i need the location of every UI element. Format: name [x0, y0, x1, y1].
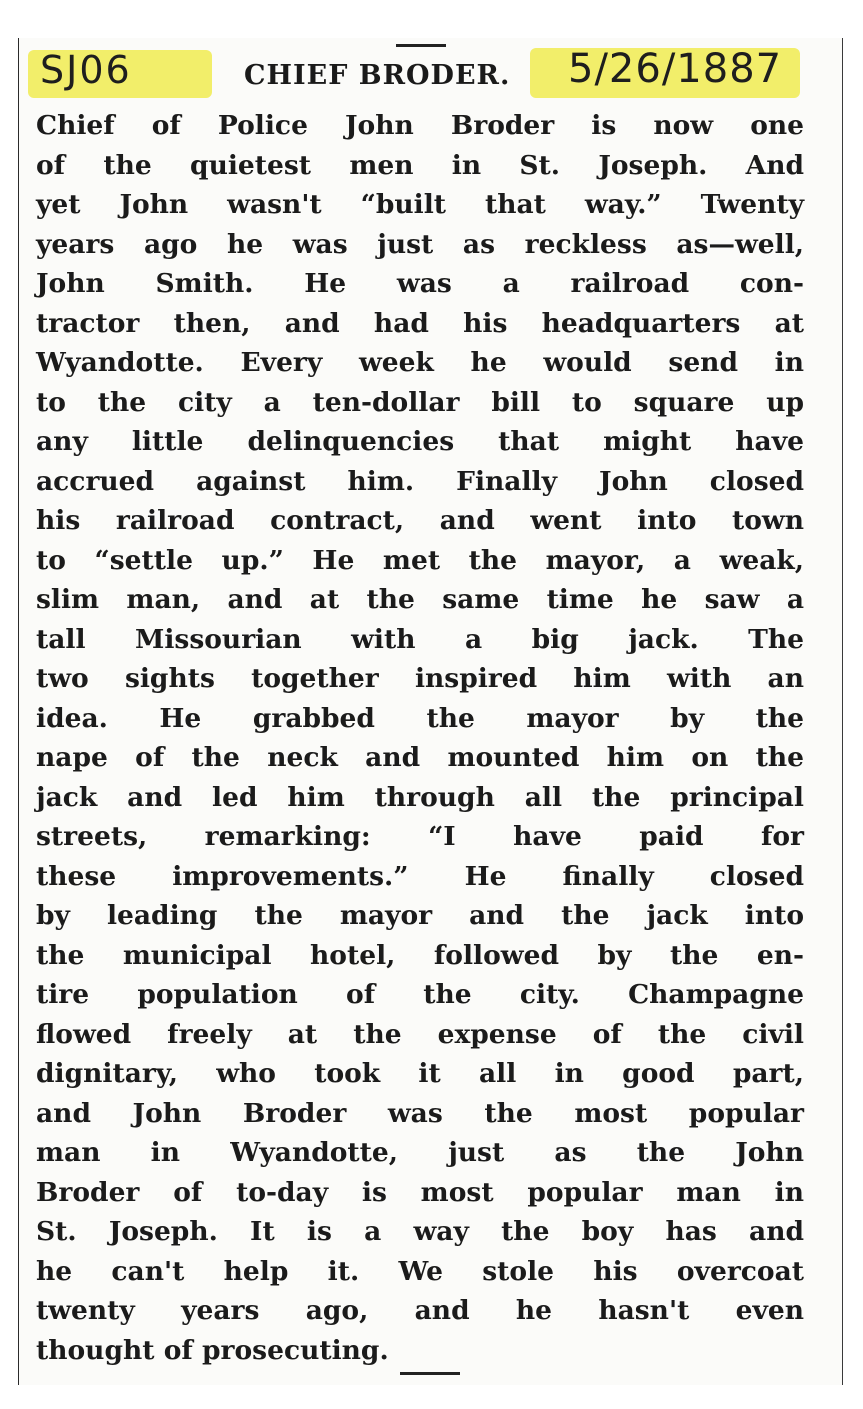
headline: CHIEF BRODER. [244, 60, 511, 91]
article-line: thought of prosecuting. [36, 1334, 389, 1366]
article-line: Chief of Police John Broder is now one [36, 110, 804, 141]
article-line: flowed freely at the expense of the civil [36, 1018, 804, 1050]
article-line: the municipal hotel, followed by the en- [36, 939, 804, 971]
article-line: two sights together inspired him with an [36, 663, 804, 694]
article-line: yet John wasn't “built that way.” Twenty [36, 189, 804, 220]
article-line: tractor then, and had his headquarters at [36, 307, 804, 339]
article-line: of the quietest men in St. Joseph. And [36, 149, 804, 181]
article-line: idea. He grabbed the mayor by the [36, 702, 804, 734]
article-line: these improvements.” He finally closed [36, 860, 804, 892]
article-line: years ago he was just as reckless as—well, [36, 228, 804, 260]
article-line: Wyandotte. Every week he would send in [36, 347, 804, 378]
article-line: his railroad contract, and went into town [36, 505, 804, 536]
article-line: tire population of the city. Champagne [36, 979, 804, 1010]
article-line: accrued against him. Finally John closed [36, 465, 804, 497]
article-line: to the city a ten-dollar bill to square up [36, 386, 804, 418]
article-line: jack and led him through all the principal [36, 781, 804, 813]
article-line: and John Broder was the most popular [36, 1097, 804, 1129]
article-line: Broder of to-day is most popular man in [36, 1176, 804, 1208]
article-line: St. Joseph. It is a way the boy has and [36, 1216, 804, 1247]
article-line: man in Wyandotte, just as the John [36, 1137, 804, 1168]
top-rule [396, 44, 446, 47]
article-line: tall Missourian with a big jack. The [36, 623, 804, 655]
article-line: nape of the neck and mounted him on the [36, 742, 804, 773]
article-line: streets, remarking: “I have paid for [36, 821, 804, 852]
file-number: SJ06 [40, 48, 132, 92]
handwritten-date: 5/26/1887 [568, 46, 783, 92]
article-line: any little delinquencies that might have [36, 426, 804, 457]
article-line: he can't help it. We stole his overcoat [36, 1255, 804, 1287]
article-line: John Smith. He was a railroad con- [36, 268, 804, 299]
article-body [36, 106, 804, 1370]
article-line: twenty years ago, and he hasn't even [36, 1295, 804, 1326]
article-line: to “settle up.” He met the mayor, a weak, [36, 544, 804, 576]
article-line: by leading the mayor and the jack into [36, 900, 804, 931]
article-line: slim man, and at the same time he saw a [36, 584, 804, 615]
bottom-rule [400, 1372, 460, 1375]
article-line: dignitary, who took it all in good part, [36, 1058, 804, 1089]
